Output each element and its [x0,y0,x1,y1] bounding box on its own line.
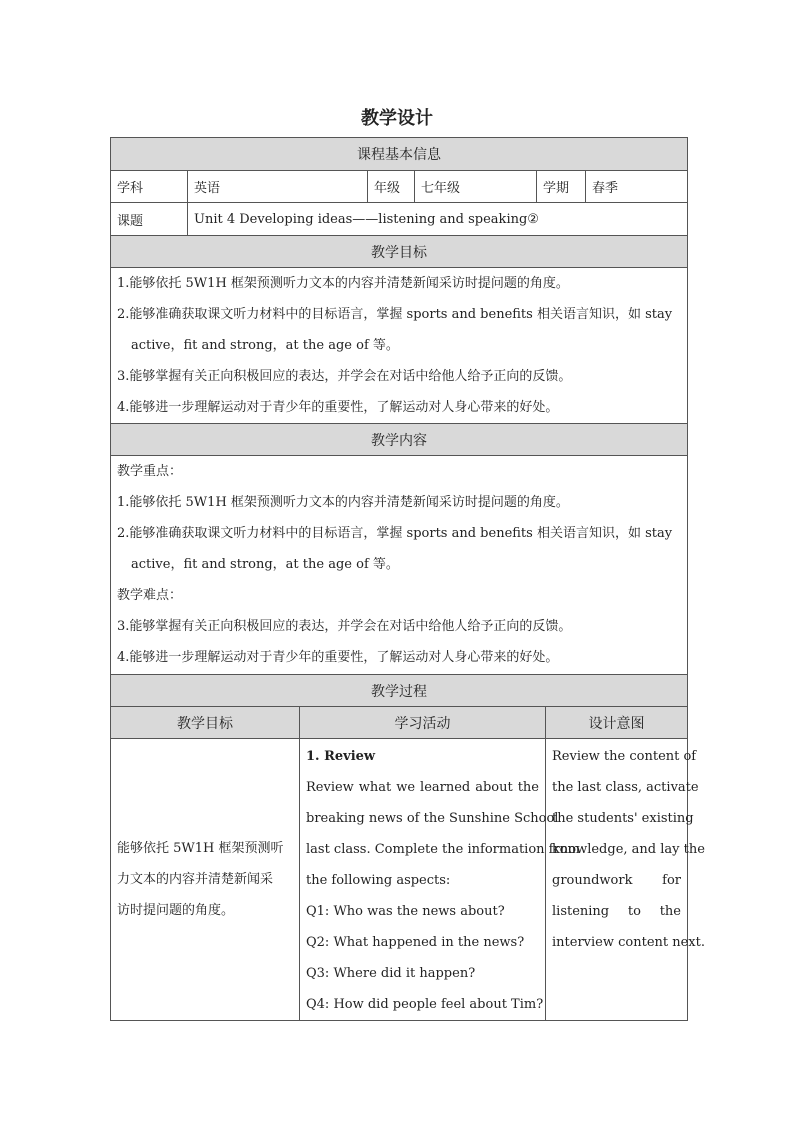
goals-row [111,268,688,424]
process-activity [300,739,580,1020]
intent-line: the students' existing [552,811,694,826]
intent-line: interview content next. [552,935,705,950]
process-objective [111,739,300,1020]
basic-info-header: 课程基本信息 [111,138,688,170]
activity-line: the following aspects: [306,873,451,888]
topic-row [111,203,688,236]
goal-line: 3.能够掌握有关正向积极回应的表达，并学会在对话中给他人给予正向的反馈。 [117,369,572,384]
difficult-point-line: 3.能够掌握有关正向积极回应的表达，并学会在对话中给他人给予正向的反馈。 [117,619,572,634]
intent-line: listening to the [552,904,681,919]
key-point-line: active，fit and strong，at the age of 等。 [131,557,399,572]
activity-column-header: 学习活动 [300,707,546,738]
intent-line: groundwork for [552,873,681,888]
intent-line: the last class, activate [552,780,699,795]
key-point-line: 1.能够依托 5W1H 框架预测听力文本的内容并清楚新闻采访时提问题的角度。 [117,495,569,510]
content-list [111,456,688,674]
process-intent [546,739,705,1020]
content-header-row [111,424,688,456]
process-row [111,739,705,1021]
topic-value: Unit 4 Developing ideas——listening and speaking② [188,203,688,235]
grade-value: 七年级 [415,171,537,202]
activity-question: Q2: What happened in the news? [306,935,525,950]
activity-line: breaking news of the Sunshine School [306,811,559,826]
activity-title: 1. Review [306,749,376,764]
goal-line: 4.能够进一步理解运动对于青少年的重要性，了解运动对人身心带来的好处。 [117,400,559,415]
process-columns-row [111,707,688,739]
key-point-line: 2.能够准确获取课文听力材料中的目标语言，掌握 sports and benefits 相关语言知识，如 stay [117,526,673,541]
activity-line: Review what we learned about the [306,780,539,795]
activity-question: Q4: How did people feel about Tim? [306,997,544,1012]
basic-info-header-row [111,138,688,171]
goal-line: 1.能够依托 5W1H 框架预测听力文本的内容并清楚新闻采访时提问题的角度。 [117,276,569,291]
activity-line: last class. Complete the information from [306,842,580,857]
activity-question: Q1: Who was the news about? [306,904,505,919]
goals-header: 教学目标 [111,236,688,267]
goals-list [111,268,688,423]
document-title: 教学设计 [361,108,433,129]
term-label: 学期 [537,171,586,202]
objective-line: 访时提问题的角度。 [117,903,235,918]
goal-line: 2.能够准确获取课文听力材料中的目标语言，掌握 sports and benefits 相关语言知识，如 stay [117,307,673,322]
lesson-plan-table [110,137,705,1021]
subject-value: 英语 [188,171,368,202]
activity-question: Q3: Where did it happen? [306,966,476,981]
goals-header-row [111,236,688,268]
intent-line: Review the content of [552,749,697,764]
goal-line: active，fit and strong，at the age of 等。 [131,338,399,353]
process-header-row [111,675,688,707]
process-header: 教学过程 [111,675,688,706]
subject-label: 学科 [111,171,188,202]
intent-line: knowledge, and lay the [552,842,705,857]
term-value: 春季 [586,171,688,202]
content-header: 教学内容 [111,424,688,455]
content-row [111,456,688,675]
objective-line: 能够依托 5W1H 框架预测听 [117,841,284,856]
topic-label: 课题 [111,203,188,235]
objective-column-header: 教学目标 [111,707,300,738]
difficult-points-label: 教学难点： [117,588,183,603]
intent-column-header: 设计意图 [546,707,688,738]
key-points-label: 教学重点： [117,464,183,479]
difficult-point-line: 4.能够进一步理解运动对于青少年的重要性，了解运动对人身心带来的好处。 [117,650,559,665]
objective-line: 力文本的内容并清楚新闻采 [117,872,274,887]
subject-row [111,171,688,203]
grade-label: 年级 [368,171,415,202]
